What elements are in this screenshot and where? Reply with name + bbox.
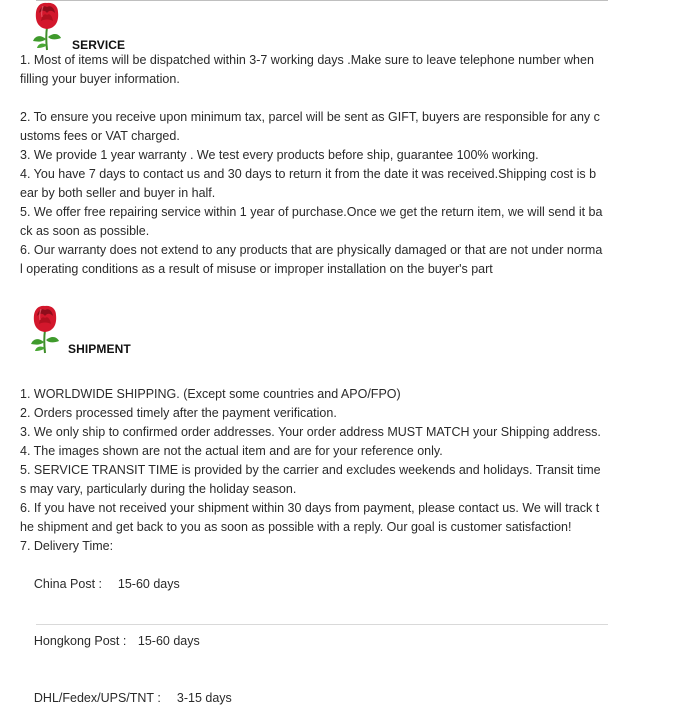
service-heading: SERVICE	[72, 38, 126, 52]
service-line: 1. Most of items will be dispatched within 3-7 working days .Make sure to leave telephone number when	[20, 53, 594, 67]
delivery-carrier: DHL/Fedex/UPS/TNT :	[33, 691, 161, 705]
shipment-text	[20, 385, 630, 727]
service-line-spacer	[20, 89, 630, 108]
shipment-line: 5. SERVICE TRANSIT TIME is provided by the carrier and excludes weekends and holidays. Transit time	[20, 463, 601, 477]
service-line: 4. You have 7 days to contact us and 30 days to return it from the date it was received.Shipping cost is b	[20, 167, 597, 181]
rose-icon	[28, 304, 62, 354]
service-line: ear by both seller and buyer in half.	[20, 186, 216, 200]
shipment-line: 7. Delivery Time:	[20, 539, 114, 553]
service-line: l operating conditions as a result of misuse or improper installation on the buyer's part	[20, 262, 493, 276]
service-line: 5. We offer free repairing service within 1 year of purchase.Once we get the return item, we will send it ba	[20, 205, 603, 219]
shipment-line: s may vary, particularly during the holiday season.	[20, 482, 297, 496]
service-line: 6. Our warranty does not extend to any products that are physically damaged or that are not under norma	[20, 243, 603, 257]
service-line: ustoms fees or VAT charged.	[20, 129, 180, 143]
shipment-line: he shipment and get back to you as soon as possible with a reply. Our goal is customer satisfaction!	[20, 520, 572, 534]
delivery-days: 15-60 days	[137, 634, 200, 648]
shipment-line: 3. We only ship to confirmed order addresses. Your order address MUST MATCH your Shipping address.	[20, 425, 601, 439]
delivery-row	[20, 556, 630, 613]
rose-icon	[30, 1, 64, 51]
service-text	[20, 51, 630, 279]
delivery-carrier: Hongkong Post :	[33, 634, 127, 648]
delivery-row	[20, 670, 630, 727]
top-divider	[36, 0, 608, 1]
shipment-line: 2. Orders processed timely after the payment verification.	[20, 406, 337, 420]
delivery-carrier: China Post :	[33, 577, 102, 591]
shipment-line: 4. The images shown are not the actual item and are for your reference only.	[20, 444, 443, 458]
shipment-line: 1. WORLDWIDE SHIPPING. (Except some countries and APO/FPO)	[20, 387, 401, 401]
delivery-days: 15-60 days	[117, 577, 180, 591]
service-line: ck as soon as possible.	[20, 224, 150, 238]
delivery-days: 3-15 days	[176, 691, 232, 705]
service-line: 2. To ensure you receive upon minimum tax, parcel will be sent as GIFT, buyers are responsible for any c	[20, 110, 600, 124]
delivery-row	[20, 613, 630, 670]
shipment-heading: SHIPMENT	[68, 342, 131, 356]
shipment-line: 6. If you have not received your shipment within 30 days from payment, please contact us. We will track t	[20, 501, 600, 515]
service-line: 3. We provide 1 year warranty . We test every products before ship, guarantee 100% working.	[20, 148, 539, 162]
service-line: filling your buyer information.	[20, 72, 180, 86]
